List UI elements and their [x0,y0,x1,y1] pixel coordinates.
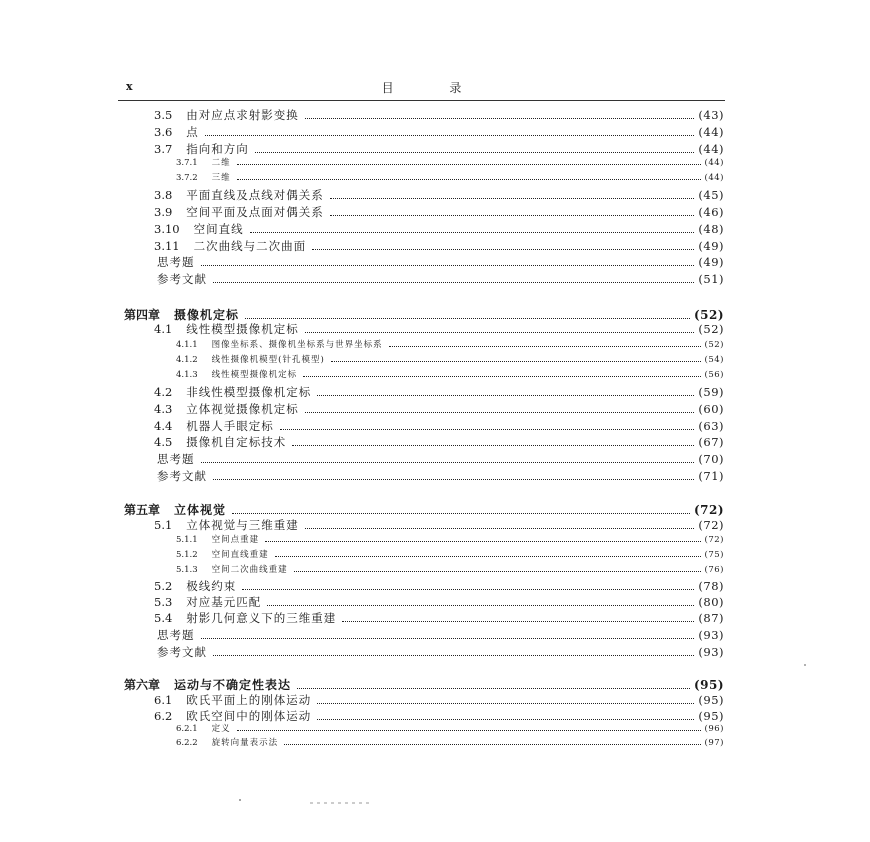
toc-entry-title: 参考文献 [157,645,207,659]
toc-entry-page: (43) [698,108,724,122]
toc-entry-title: 摄像机定标 [174,308,240,322]
toc-entry-4-1-1[interactable] [176,338,724,351]
toc-entry-page: (95) [698,709,724,723]
toc-entry-page: (48) [698,222,724,236]
toc-entry-page: (49) [698,255,724,269]
toc-entry-4-5[interactable] [154,434,724,450]
toc-entry-第五章[interactable] [124,501,724,518]
toc-entry-title: 二维 [211,158,231,168]
toc-entry-page: (49) [698,239,724,253]
toc-entry-3-7-1[interactable] [176,156,724,169]
toc-entry-3-5[interactable] [154,107,724,123]
toc-entry-参考文献[interactable] [157,644,724,660]
toc-entry-page: (54) [704,355,724,365]
toc-entry-page: (80) [698,595,724,609]
toc-entry-page: (52) [698,322,724,336]
toc-entry-number: 3.7.2 [176,173,198,183]
toc-entry-title: 空间点重建 [211,535,260,545]
toc-entry-title: 思考题 [157,255,195,269]
toc-entry-title: 立体视觉与三维重建 [186,518,299,532]
toc-entry-page: (45) [698,188,724,202]
dot-leader [305,528,695,529]
dot-leader [389,346,701,347]
toc-entry-title: 思考题 [157,452,195,466]
dot-leader [275,556,701,557]
toc-entry-4-3[interactable] [154,401,724,417]
dot-leader [201,462,695,463]
toc-entry-number: 5.1.1 [176,535,198,545]
toc-entry-number: 3.6 [154,125,173,139]
dot-leader [292,445,694,446]
toc-entry-title: 射影几何意义下的三维重建 [186,611,337,625]
toc-entry-4-4[interactable] [154,418,724,434]
toc-entry-page: (63) [698,419,724,433]
toc-entry-6-1[interactable] [154,692,724,708]
toc-entry-title: 线性模型摄像机定标 [186,322,299,336]
dot-leader [303,376,700,377]
dot-leader [284,744,700,745]
toc-entry-参考文献[interactable] [157,271,724,287]
toc-entry-title: 欧氏空间中的刚体运动 [186,709,312,723]
toc-entry-number: 6.2.1 [176,724,198,734]
toc-entry-number: 3.5 [154,108,173,122]
dot-leader [312,249,694,250]
toc-entry-5-3[interactable] [154,594,724,610]
page-header [118,78,725,101]
toc-entry-page: (44) [704,158,724,168]
toc-entry-number: 5.1.2 [176,550,198,560]
dot-leader [213,655,694,656]
toc-entry-page: (76) [704,565,724,575]
toc-entry-title: 摄像机自定标技术 [186,435,287,449]
toc-entry-4-1-3[interactable] [176,368,724,381]
dot-leader [237,164,701,165]
dot-leader [317,395,694,396]
dot-leader [317,719,694,720]
toc-entry-number: 5.1.3 [176,565,198,575]
toc-entry-number: 第六章 [124,678,161,692]
toc-entry-number: 第五章 [124,503,161,517]
dot-leader [267,605,694,606]
toc-entry-page: (72) [704,535,724,545]
toc-entry-6-2-2[interactable] [176,736,724,749]
dot-leader [213,479,694,480]
dot-leader [330,198,695,199]
toc-entry-page: (70) [698,452,724,466]
toc-entry-page: (93) [698,628,724,642]
dot-leader [265,541,700,542]
toc-entry-4-1-2[interactable] [176,353,724,366]
toc-entry-4-1[interactable] [154,321,724,337]
dot-leader [237,179,701,180]
toc-entry-page: (60) [698,402,724,416]
toc-entry-思考题[interactable] [157,627,724,643]
toc-entry-title: 平面直线及点线对偶关系 [186,188,324,202]
toc-entry-title: 参考文献 [157,272,207,286]
toc-entry-3-9[interactable] [154,204,724,220]
dot-leader [201,265,695,266]
toc-entry-title: 旋转向量表示法 [211,738,279,748]
dot-leader [317,703,694,704]
dot-leader [280,429,695,430]
toc-entry-title: 对应基元匹配 [186,595,262,609]
toc-entry-参考文献[interactable] [157,468,724,484]
toc-entry-page: (52) [704,340,724,350]
toc-entry-title: 线性模型摄像机定标 [211,370,298,380]
toc-entry-title: 极线约束 [186,579,237,593]
toc-entry-page: (51) [698,272,724,286]
toc-entry-number: 3.10 [154,222,180,236]
dot-leader [205,135,695,136]
toc-entry-page: (59) [698,385,724,399]
dot-leader [305,412,695,413]
toc-entry-title: 由对应点求射影变换 [186,108,299,122]
dot-leader [245,318,690,319]
dot-leader [305,332,695,333]
dot-leader [201,638,695,639]
toc-entry-3-11[interactable] [154,238,724,254]
toc-entry-title: 立体视觉 [174,503,227,517]
toc-entry-number: 6.2.2 [176,738,198,748]
toc-entry-page: (75) [704,550,724,560]
toc-entry-3-8[interactable] [154,187,724,203]
dot-leader [331,361,701,362]
dot-leader [294,571,701,572]
toc-entry-page: (52) [693,308,724,322]
toc-entry-number: 3.11 [154,239,180,253]
toc-entry-number: 5.1 [154,518,173,532]
toc-entry-number: 4.1.2 [176,355,198,365]
toc-entry-title: 欧氏平面上的刚体运动 [186,693,312,707]
toc-entry-page: (93) [698,645,724,659]
toc-entry-page: (56) [704,370,724,380]
toc-entry-page: (72) [698,518,724,532]
toc-entry-4-2[interactable] [154,384,724,400]
toc-entry-page: (78) [698,579,724,593]
toc-entry-title: 指向和方向 [186,142,249,156]
toc-entry-5-1[interactable] [154,517,724,533]
toc-entry-title: 空间二次曲线重建 [211,565,288,575]
toc-entry-number: 4.2 [154,385,173,399]
toc-entry-page: (95) [698,693,724,707]
page-number-mark: x [126,80,133,93]
dot-leader [330,215,695,216]
toc-entry-title: 点 [186,125,199,139]
toc-entry-title: 图像坐标系、摄像机坐标系与世界坐标系 [211,340,383,350]
dot-leader [305,118,695,119]
page-title: 目 录 [381,81,488,95]
toc-entry-title: 非线性模型摄像机定标 [186,385,312,399]
toc-entry-number: 3.8 [154,188,173,202]
toc-entry-page: (67) [698,435,724,449]
toc-entry-title: 空间平面及点面对偶关系 [186,205,324,219]
toc-entry-6-2-1[interactable] [176,722,724,735]
toc-entry-number: 6.2 [154,709,173,723]
toc-entry-number: 3.7.1 [176,158,198,168]
toc-entry-number: 第四章 [124,308,161,322]
toc-entry-number: 4.3 [154,402,173,416]
toc-entry-5-2[interactable] [154,578,724,594]
toc-entry-number: 4.4 [154,419,173,433]
dot-leader [250,232,695,233]
toc-entry-title: 二次曲线与二次曲面 [193,239,307,253]
toc-entry-3-7-2[interactable] [176,171,724,184]
toc-entry-title: 空间直线 [193,222,244,236]
toc-entry-page: (72) [693,503,724,517]
toc-entry-5-1-2[interactable] [176,548,724,561]
toc-entry-3-6[interactable] [154,124,724,140]
toc-entry-page: (87) [698,611,724,625]
toc-entry-page: (97) [704,738,724,748]
toc-entry-number: 3.7 [154,142,173,156]
dot-leader [213,282,694,283]
toc-entry-第六章[interactable] [124,676,724,693]
dot-leader [237,730,701,731]
toc-entry-page: (96) [704,724,724,734]
toc-entry-title: 机器人手眼定标 [186,419,274,433]
toc-entry-page: (71) [698,469,724,483]
toc-entry-number: 5.3 [154,595,173,609]
toc-entry-title: 定义 [211,724,231,734]
toc-entry-5-1-1[interactable] [176,533,724,546]
toc-entry-3-7[interactable] [154,141,724,157]
toc-entry-思考题[interactable] [157,451,724,467]
toc-entry-page: (46) [698,205,724,219]
toc-entry-page: (44) [704,173,724,183]
toc-entry-title: 三维 [211,173,231,183]
dot-leader [232,513,690,514]
dot-leader [242,589,694,590]
toc-entry-number: 4.1.1 [176,340,198,350]
toc-entry-title: 运动与不确定性表达 [174,678,292,692]
toc-entry-number: 4.5 [154,435,173,449]
toc-entry-page: (44) [698,125,724,139]
toc-entry-思考题[interactable] [157,254,724,270]
dot-leader [297,688,690,689]
toc-entry-number: 3.9 [154,205,173,219]
toc-entry-page: (44) [698,142,724,156]
toc-entry-title: 线性摄像机模型(针孔模型) [211,355,325,365]
toc-entry-number: 4.1.3 [176,370,198,380]
toc-entry-3-10[interactable] [154,221,724,237]
toc-entry-number: 6.1 [154,693,173,707]
toc-entry-number: 4.1 [154,322,173,336]
toc-entry-number: 5.4 [154,611,173,625]
toc-entry-number: 5.2 [154,579,173,593]
toc-entry-title: 参考文献 [157,469,207,483]
toc-entry-page: (95) [693,678,724,692]
toc-entry-title: 空间直线重建 [211,550,269,560]
toc-entry-title: 立体视觉摄像机定标 [186,402,299,416]
toc-entry-title: 思考题 [157,628,195,642]
dot-leader [342,621,694,622]
toc-entry-5-4[interactable] [154,610,724,626]
dot-leader [255,152,695,153]
toc-entry-5-1-3[interactable] [176,563,724,576]
